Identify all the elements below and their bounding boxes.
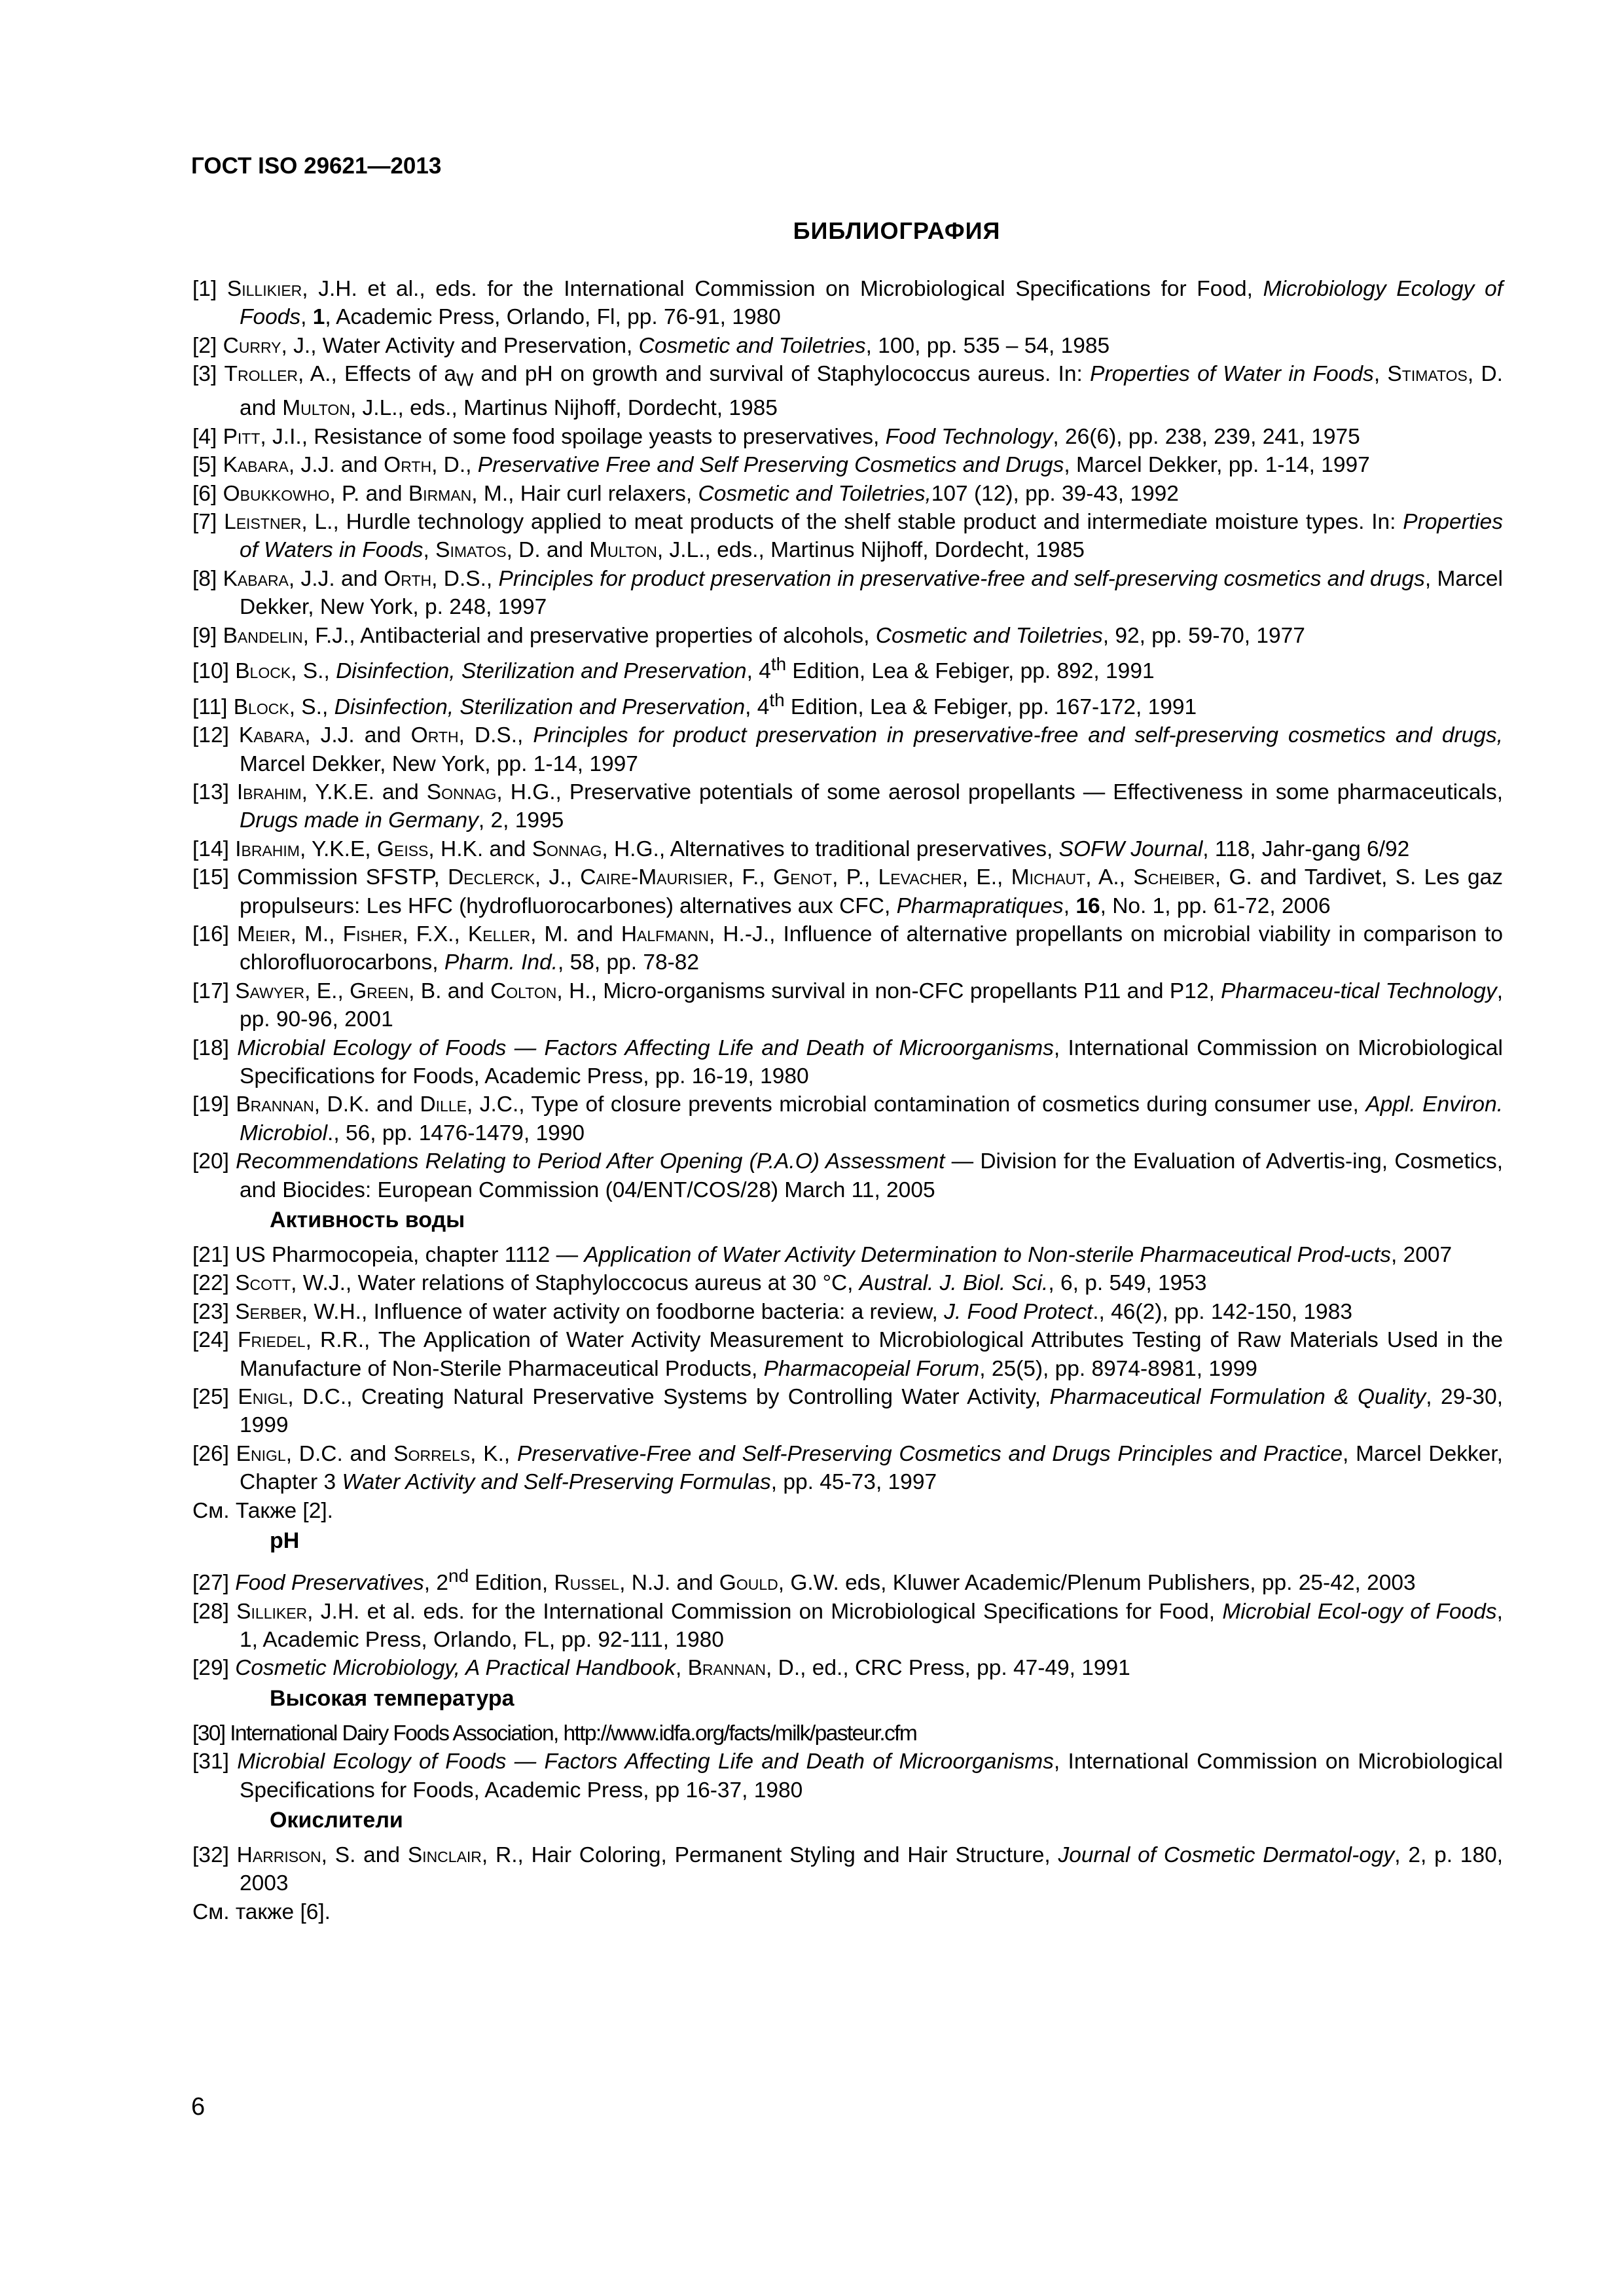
reference-6: [6] Obukkowho, P. and Birman, M., Hair curl relaxers, Cosmetic and Toiletries,107 (12), pp. 39-43, 1992 bbox=[192, 481, 1179, 506]
see-also-note: См. также [6]. bbox=[192, 1899, 331, 1924]
section-heading-high-temperature: Высокая температура bbox=[270, 1685, 514, 1711]
section-heading-water-activity: Активность воды bbox=[270, 1208, 465, 1232]
reference-19: [19] Brannan, D.K. and Dille, J.C., Type of closure prevents microbial contamination of cosmetics during consumer use, Appl. Environ. Microbiol., 56, pp. 1476-1479, 1990 bbox=[192, 1092, 1504, 1145]
reference-4: [4] Pitt, J.I., Resistance of some food spoilage yeasts to preservatives, Food Technology, 26(6), pp. 238, 239, 241, 1975 bbox=[192, 424, 1360, 449]
reference-1: [1] Sillikier, J.H. et al., eds. for the International Commission on Microbiological Specifications for Food, Microbiology Ecology of Foods, 1, Academic Press, Orlando, Fl, pp. 76-91, 1980 bbox=[192, 277, 1504, 330]
reference-31: [31] Microbial Ecology of Foods — Factors Affecting Life and Death of Microorganisms, International Commission on Microbiological Specifications for Foods, Academic Press, pp 16-37, 1980 bbox=[192, 1749, 1503, 1803]
page-title: БИБЛИОГРАФИЯ bbox=[793, 217, 1001, 244]
reference-25: [25] Enigl, D.C., Creating Natural Preservative Systems by Controlling Water Activity, Pharmaceutical Formulation & Quality, 29-30, 1999 bbox=[192, 1385, 1504, 1438]
bibliography-list bbox=[192, 275, 1503, 1926]
reference-14: [14] Ibrahim, Y.K.E, Geiss, H.K. and Sonnag, H.G., Alternatives to traditional preservatives, SOFW Journal, 118, Jahr-gang 6/92 bbox=[192, 836, 1410, 861]
reference-8: [8] Kabara, J.J. and Orth, D.S., Principles for product preservation in preservative-free and self-preserving cosmetics and drugs, Marcel Dekker, New York, p. 248, 1997 bbox=[192, 566, 1503, 620]
reference-3: [3] Troller, A., Effects of $a_W$ and pH on growth and survival of Staphylococcus aureus. In: Properties of Water in Foods, Stimatos, D. and Multon, J.L., eds., Martinus Nijhoff, Dordecht, 1985 bbox=[192, 362, 1503, 421]
see-also-note: См. Также [2]. bbox=[192, 1498, 333, 1523]
reference-23: [23] Serber, W.H., Influence of water activity on foodborne bacteria: a review, J. Food Protect., 46(2), pp. 142-150, 1983 bbox=[192, 1299, 1352, 1324]
reference-7: [7] Leistner, L., Hurdle technology applied to meat products of the shelf stable product and intermediate moisture types. In: Properties of Waters in Foods, Simatos, D. and Multon, J.L., eds., Martinus Nijhoff, Dordecht, 1985 bbox=[192, 509, 1503, 563]
reference-21: [21] US Pharmocopeia, chapter 1112 — Application of Water Activity Determination to Non-sterile Pharmaceutical Prod-ucts, 2007 bbox=[192, 1243, 1453, 1267]
reference-15: [15] Commission SFSTP, Declerck, J., Caire-Maurisier, F., Genot, P., Levacher, E., Michaut, A., Scheiber, G. and Tardivet, S. Les gaz propulseurs: Les HFC (hydrofluorocarbones) alternatives aux CFC, Pharmapratiques, 16, No. 1, pp. 61-72, 2006 bbox=[192, 865, 1503, 918]
reference-28: [28] Silliker, J.H. et al. eds. for the International Commission on Microbiological Specifications for Food, Microbial Ecol-ogy of Foods, 1, Academic Press, Orlando, FL, pp. 92-111, 1980 bbox=[192, 1599, 1503, 1653]
reference-5: [5] Kabara, J.J. and Orth, D., Preservative Free and Self Preserving Cosmetics and Drugs, Marcel Dekker, pp. 1-14, 1997 bbox=[192, 453, 1370, 478]
reference-10: [10] Block, S., Disinfection, Sterilization and Preservation, 4th Edition, Lea & Febiger, pp. 892, 1991 bbox=[192, 653, 1155, 684]
reference-20: [20] Recommendations Relating to Period After Opening (P.A.O) Assessment — Division for the Evaluation of Advertis-ing, Cosmetics, and Biocides: European Commission (04/ENT/COS/28) March 11, 2005 bbox=[192, 1149, 1504, 1202]
document-code: ГОСТ ISO 29621—2013 bbox=[191, 153, 442, 179]
reference-12: [12] Kabara, J.J. and Orth, D.S., Principles for product preservation in preservative-free and self-preserving cosmetics and drugs, Marcel Dekker, New York, pp. 1-14, 1997 bbox=[192, 723, 1503, 776]
reference-2: [2] Curry, J., Water Activity and Preservation, Cosmetic and Toiletries, 100, pp. 535 – 54, 1985 bbox=[192, 333, 1110, 358]
section-heading-oxidizers: Окислители bbox=[270, 1808, 403, 1833]
reference-22: [22] Scott, W.J., Water relations of Staphyloccocus aureus at 30 °C, Austral. J. Biol. Sci., 6, p. 549, 1953 bbox=[192, 1271, 1207, 1296]
reference-29: [29] Cosmetic Microbiology, A Practical Handbook, Brannan, D., ed., CRC Press, pp. 47-49, 1991 bbox=[192, 1656, 1130, 1681]
reference-16: [16] Meier, M., Fisher, F.X., Keller, M. and Halfmann, H.-J., Influence of alternative propellants on microbial viability in comparison to chlorofluorocarbons, Pharm. Ind., 58, pp. 78-82 bbox=[192, 922, 1504, 975]
reference-32: [32] Harrison, S. and Sinclair, R., Hair Coloring, Permanent Styling and Hair Structure, Journal of Cosmetic Dermatol-ogy, 2, p. 180, 2003 bbox=[192, 1843, 1504, 1896]
reference-13: [13] Ibrahim, Y.K.E. and Sonnag, H.G., Preservative potentials of some aerosol propellants — Effectiveness in some pharmaceuticals, Drugs made in Germany, 2, 1995 bbox=[192, 780, 1504, 833]
reference-24: [24] Friedel, R.R., The Application of Water Activity Measurement to Microbiological Attributes Testing of Raw Materials Used in the Manufacture of Non-Sterile Pharmaceutical Products, Pharmacopeial Forum, 25(5), pp. 8974-8981, 1999 bbox=[192, 1328, 1503, 1381]
reference-27: [27] Food Preservatives, 2nd Edition, Russel, N.J. and Gould, G.W. eds, Kluwer Academic/Plenum Publishers, pp. 25-42, 2003 bbox=[192, 1566, 1416, 1596]
reference-17: [17] Sawyer, E., Green, B. and Colton, H., Micro-organisms survival in non-CFC propellants P11 and P12, Pharmaceu-tical Technology, pp. 90-96, 2001 bbox=[192, 978, 1504, 1032]
reference-30: [30] International Dairy Foods Association, http://www.idfa.org/facts/milk/pasteur.cfm bbox=[192, 1721, 917, 1746]
section-heading-ph: pH bbox=[270, 1528, 300, 1554]
page-number: 6 bbox=[191, 2093, 206, 2121]
reference-11: [11] Block, S., Disinfection, Sterilization and Preservation, 4th Edition, Lea & Febiger, pp. 167-172, 1991 bbox=[192, 689, 1197, 719]
reference-9: [9] Bandelin, F.J., Antibacterial and preservative properties of alcohols, Cosmetic and Toiletries, 92, pp. 59-70, 1977 bbox=[192, 623, 1305, 648]
reference-18: [18] Microbial Ecology of Foods — Factors Affecting Life and Death of Microorganisms, International Commission on Microbiological Specifications for Foods, Academic Press, pp. 16-19, 1980 bbox=[192, 1035, 1503, 1088]
reference-26: [26] Enigl, D.C. and Sorrels, K., Preservative-Free and Self-Preserving Cosmetics and Drugs Principles and Practice, Marcel Dekker, Chapter 3 Water Activity and Self-Preserving Formulas, pp. 45-73, 1997 bbox=[192, 1441, 1503, 1495]
